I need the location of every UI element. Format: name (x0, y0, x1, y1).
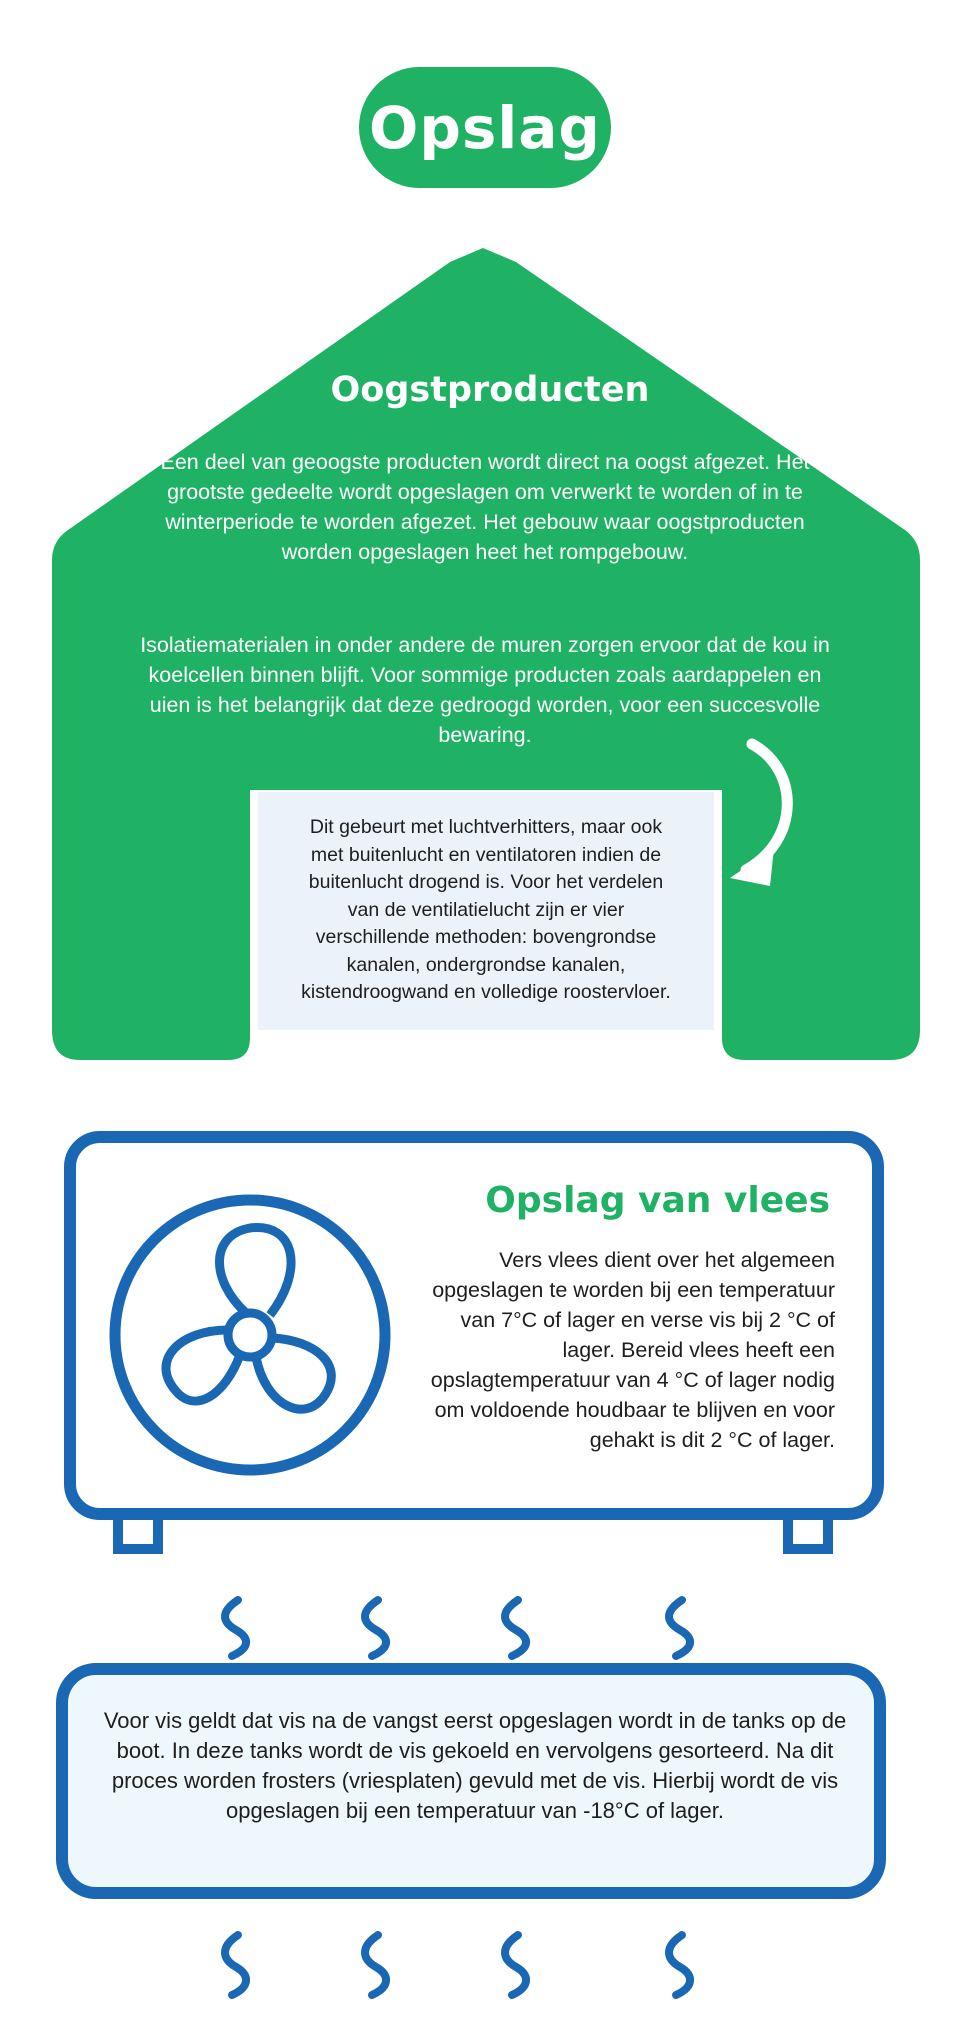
cold-wave-icon (669, 1600, 690, 1656)
page-title: Opslag (369, 93, 601, 162)
oogst-title: Oogstproducten (330, 370, 650, 410)
cold-wave-icon (225, 1600, 246, 1656)
unit-foot-right (783, 1516, 833, 1554)
cold-wave-icon (505, 1935, 526, 1995)
cold-wave-icon (365, 1935, 386, 1995)
meat-text: Vers vlees dient over het algemeen opgeslagen te worden bij een temperatuur van 7°C of lager en verse vis bij 2 °C of lager. Bereid vlees heeft een opslagtemperatuur van 4 °C of lager nodig om voldoende houdbaar te blijven en voor gehakt is dit 2 °C of lager. (430, 1248, 835, 1452)
cold-waves-top (0, 1590, 966, 1660)
cold-wave-icon (505, 1600, 526, 1656)
fish-text: Voor vis geldt dat vis na de vangst eerst opgeslagen wordt in de tanks op de boot. In deze tanks wordt de vis gekoeld en vervolgens gesorteerd. Na dit proces worden frosters (vriesplaten) gevuld met de vis. Hierbij wordt de vis opgeslagen bij een temperatuur van -18°C of lager. (103, 1708, 847, 1823)
oogst-paragraph-1: Een deel van geoogste producten wordt direct na oogst afgezet. Het grootste gedeelte wordt opgeslagen om verwerkt te worden of in te winterperiode te worden afgezet. Het gebouw waar oogstproducten worden opgeslagen heet het rompgebouw. (160, 450, 810, 564)
cold-wave-icon (225, 1935, 246, 1995)
fan-icon (100, 1190, 400, 1480)
cold-wave-icon (365, 1600, 386, 1656)
oogst-paragraph-2: Isolatiematerialen in onder andere de muren zorgen ervoor dat de kou in koelcellen binnen blijft. Voor sommige producten zoals aardappelen en uien is het belangrijk dat deze gedroogd worden, voor een succesvolle bewaring. (140, 633, 830, 747)
drying-info-text: Dit gebeurt met luchtverhitters, maar ook met buitenlucht en ventilatoren indien de buitenlucht drogend is. Voor het verdelen van de ventilatielucht zijn er vier verschillende methoden: bovengrondse kanalen, ondergrondse kanalen, kistendroogwand en volledige roostervloer. (301, 816, 671, 1003)
cold-waves-bottom (0, 1925, 966, 2005)
cold-wave-icon (669, 1935, 690, 1995)
drying-info-box (258, 792, 714, 1030)
unit-foot-left (113, 1516, 163, 1554)
meat-title: Opslag van vlees (485, 1180, 830, 1221)
